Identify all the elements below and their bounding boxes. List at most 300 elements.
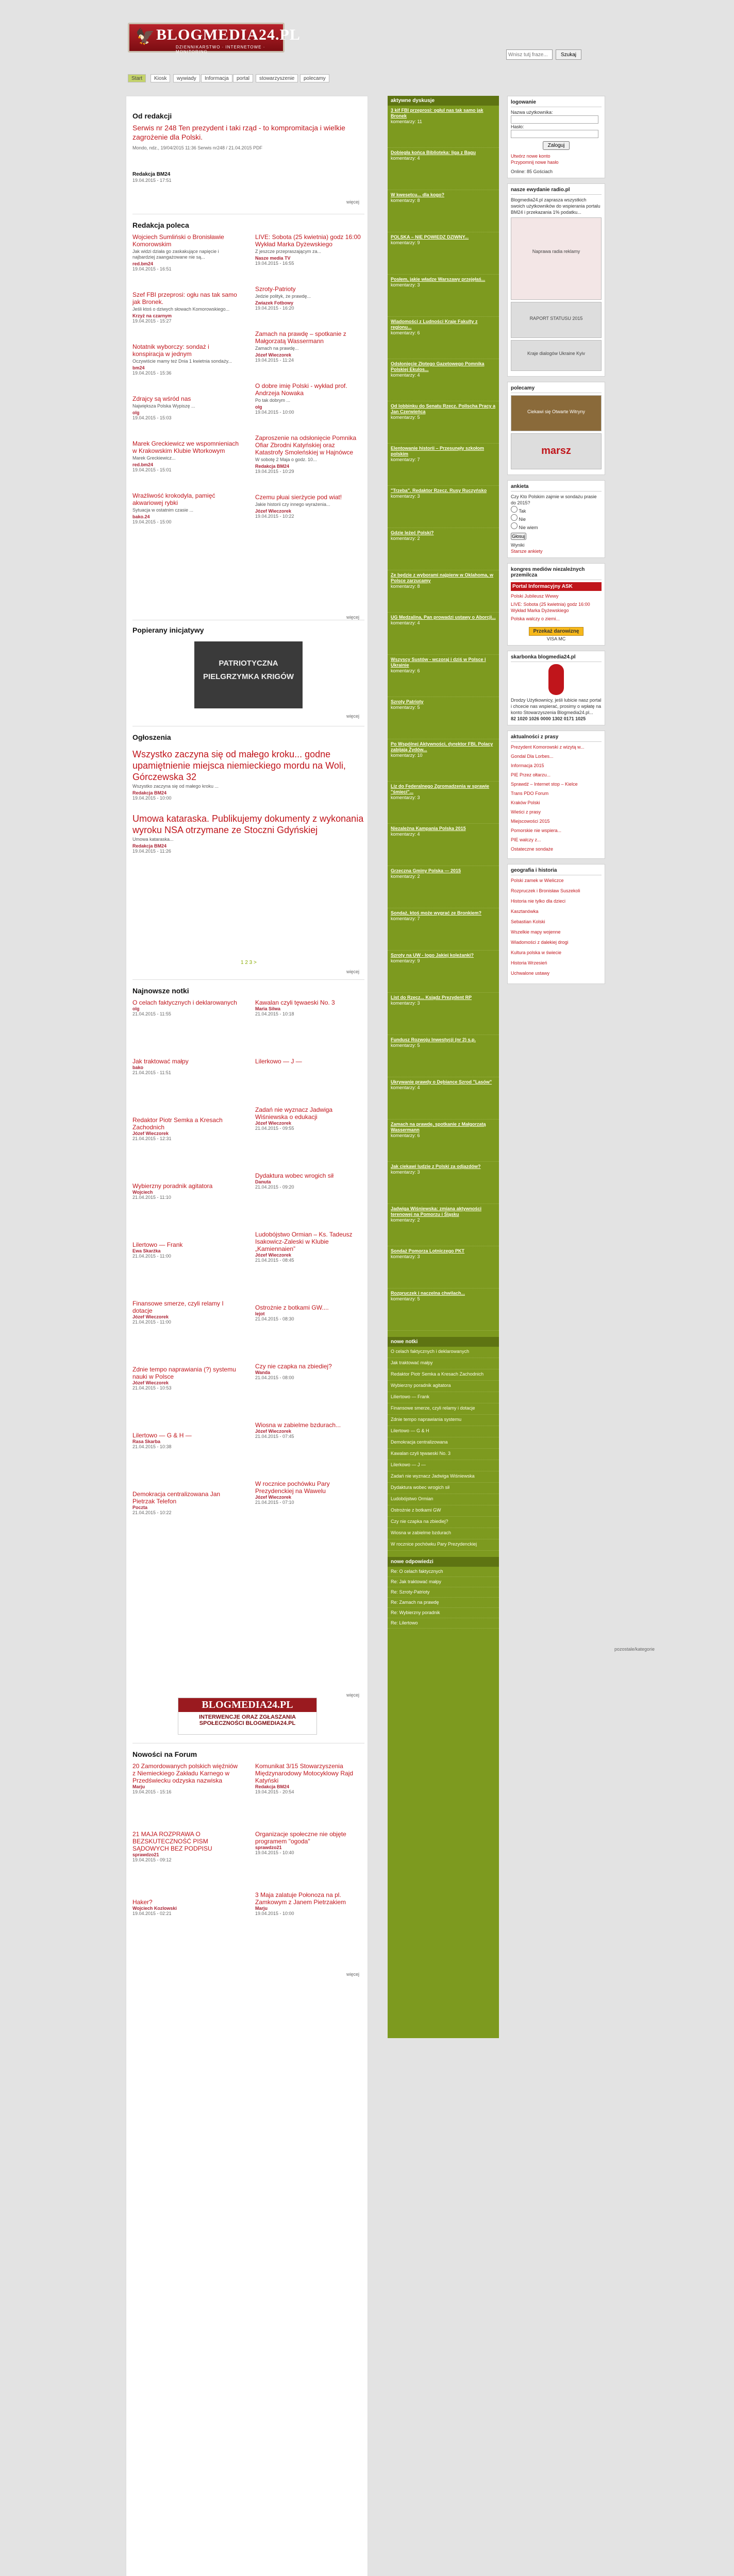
- item-author[interactable]: Ewa Skarżka: [132, 1248, 161, 1253]
- editorial-headline[interactable]: Serwis nr 248 Ten prezydent i taki rząd - to kompromitacja i wielkie zagrożenie dla Polski.: [132, 124, 345, 141]
- recommended-box: [132, 216, 364, 620]
- item-description: Największa Polska Wypiszę ...: [132, 403, 195, 409]
- discussion-title-link[interactable]: Po Wspólnej Aktywności, dyrektor FBI, Polacy zabijają Żydów...: [391, 741, 493, 752]
- item-title-link[interactable]: Zadań nie wyznacz Jadwiga Wiśniewska o edukacji: [255, 1106, 333, 1121]
- geografia-link[interactable]: Kasztanówka: [511, 909, 539, 914]
- new-note-link[interactable]: Ludobójstwo Ormian: [388, 1494, 499, 1505]
- item-title-link[interactable]: Wrażliwość krokodyla, pamięć akwariowej rybki: [132, 492, 215, 506]
- discussion-title-link[interactable]: Wszyscy Sustów - wczoraj i dziś w Polsce i Ukrainie: [391, 657, 486, 668]
- item-title-link[interactable]: LIVE: Sobota (25 kwietnia) godz 16:00 Wykład Marka Dyżewskiego: [255, 233, 361, 248]
- item-author[interactable]: Wojciech Kozlowski: [132, 1906, 177, 1911]
- forum-more-link[interactable]: więcej: [346, 1972, 359, 1977]
- discussion-item: [388, 613, 499, 655]
- item-author[interactable]: Nasze media TV: [255, 256, 291, 261]
- item-author[interactable]: Krzyż na czarnym: [132, 313, 172, 318]
- item-date: 19.04.2015 - 10:00: [255, 410, 294, 415]
- item-description: Umowa kataraska...: [132, 837, 174, 842]
- radio-ad[interactable]: Naprawa radia reklamy: [511, 217, 602, 300]
- kongres-item-2[interactable]: LIVE: Sobota (25 kwietnia) godz 16:00 Wykład Marka Dyżewskiego: [511, 602, 590, 613]
- item-author[interactable]: Józef Wieczorek: [132, 1314, 169, 1319]
- discussion-comment-count: komentarzy: 7: [391, 457, 420, 462]
- discussion-item: [388, 528, 499, 570]
- item-title-link[interactable]: 20 Zamordowanych polskich więźniów z Niemieckiego Zakładu Karnego w Przedświecku odzyska nazwiska: [132, 1762, 238, 1784]
- item-date: 19.04.2015 - 20:54: [255, 1789, 294, 1794]
- item-description: Jeśli ktoś o dziwych słowach Komorowskiego...: [132, 307, 230, 312]
- discussion-item: [388, 1246, 499, 1289]
- discussion-comment-count: komentarzy: 8: [391, 584, 420, 589]
- info-link[interactable]: Gondal Dla Lorbes...: [511, 754, 554, 759]
- new-note-link[interactable]: Ostrożnie z botkami GW: [388, 1505, 499, 1517]
- recent-comment-link[interactable]: Re: Lilertowo: [388, 1618, 499, 1629]
- discussion-title-link[interactable]: "Trzeba". Redaktor Rzecz. Rusy Ruczyńsko: [391, 488, 487, 493]
- item-description: Marek Greckiewicz...: [132, 455, 176, 461]
- item-author[interactable]: Rasa Skarba: [132, 1439, 161, 1444]
- new-note-link[interactable]: Lilertowo — G & H: [388, 1426, 499, 1437]
- poll-option-yes[interactable]: [511, 506, 518, 513]
- item-date: 19.04.2015 - 09:12: [132, 1857, 172, 1862]
- recent-comment-link[interactable]: Re: Szroty-Patrioty: [388, 1587, 499, 1598]
- latest-more-link[interactable]: więcej: [346, 1692, 359, 1698]
- login-box: [507, 96, 605, 178]
- item-title-link[interactable]: 3 Maja zalatuje Połonoza na pl. Zamkowym z Janem Pietrzakiem: [255, 1891, 346, 1906]
- discussion-title-link[interactable]: Jadwiga Wiśniewska: zmiana aktywności terenowej na Pomorzu i Śląsku: [391, 1206, 481, 1217]
- popular-box: [132, 621, 364, 724]
- item-author[interactable]: red.bm24: [132, 462, 154, 467]
- item-description: Wszystko zaczyna się od małego kroku ...: [132, 784, 219, 789]
- item-author[interactable]: Józef Wieczorek: [255, 1495, 291, 1500]
- nav-wywiady[interactable]: wywiady: [173, 74, 200, 82]
- item-author[interactable]: Józef Wieczorek: [255, 509, 291, 514]
- item-title-link[interactable]: Zdnie tempo naprawiania (?) systemu nauki w Polsce: [132, 1366, 236, 1380]
- item-title-link[interactable]: Ostrożnie z botkami GW....: [255, 1304, 329, 1311]
- discussion-comment-count: komentarzy: 3: [391, 1001, 420, 1006]
- discussion-title-link[interactable]: Ukrywanie prawdy o Dębiance Szrod "Lasów": [391, 1079, 492, 1084]
- item-author[interactable]: Maria Silwa: [255, 1006, 281, 1011]
- geografia-box: [507, 864, 605, 984]
- online-count: Online: 85 Gościach: [511, 169, 553, 174]
- item-author[interactable]: bako.24: [132, 514, 150, 519]
- thermometer-icon: [548, 664, 564, 695]
- info-heading: aktualności z prasy: [511, 734, 602, 742]
- announcements-more-link[interactable]: więcej: [346, 969, 359, 974]
- discussion-title-link[interactable]: Fundusz Rozwoju Inwestycji (nr 2) s.p.: [391, 1037, 476, 1042]
- password-label: Hasło:: [511, 124, 524, 129]
- poll-archive-link[interactable]: Starsze ankiety: [511, 549, 543, 554]
- item-author[interactable]: Redakcja BM24: [132, 790, 167, 795]
- discussion-comment-count: komentarzy: 6: [391, 1133, 420, 1138]
- announcements-box: [132, 728, 364, 1016]
- editorial-author[interactable]: Redakcja BM24: [132, 172, 171, 177]
- skarbonka-heading: skarbonka blogmedia24.pl: [511, 654, 602, 662]
- item-author[interactable]: Marju: [132, 1784, 145, 1789]
- item-title-link[interactable]: Jak traktować małpy: [132, 1058, 189, 1065]
- discussion-title-link[interactable]: Zamach na prawdę, spotkanie z Małgorzatą Wassermann: [391, 1122, 486, 1132]
- item-description: Po tak dobrym ...: [255, 398, 291, 403]
- info-link[interactable]: Prezydent Komorowski z wizytą w...: [511, 744, 585, 750]
- item-title-link[interactable]: O dobre imię Polski - wykład prof. Andrzeja Nowaka: [255, 382, 347, 397]
- geografia-link[interactable]: Uchwalone ustawy: [511, 971, 550, 976]
- discussion-title-link[interactable]: W kwesetcu... dla kogo?: [391, 192, 445, 197]
- discussion-title-link[interactable]: Niezależna Kampania Polska 2015: [391, 826, 466, 831]
- item-date: 19.04.2015 - 10:00: [255, 1911, 294, 1916]
- item-date: 19.04.2015 - 10:40: [255, 1850, 294, 1855]
- recommended-heading: Redakcja poleca: [132, 221, 189, 229]
- list-item: [132, 1300, 242, 1325]
- item-title-link[interactable]: Ludobójstwo Ormian – Ks. Tadeusz Isakowicz-Zaleski w Klubie „Kamiennaien”: [255, 1231, 353, 1252]
- new-note-link[interactable]: Jak traktować małpy: [388, 1358, 499, 1369]
- header: [120, 0, 614, 72]
- list-item: [255, 494, 364, 519]
- info-link[interactable]: Informacja 2015: [511, 763, 544, 768]
- search-button[interactable]: Szukaj: [556, 49, 581, 60]
- password-input[interactable]: [511, 130, 598, 138]
- list-item: [132, 1490, 242, 1515]
- item-author[interactable]: Marju: [255, 1906, 268, 1911]
- kongres-title[interactable]: Portal Informacyjny ASK: [511, 582, 602, 591]
- search-input[interactable]: [506, 49, 553, 60]
- item-title-link[interactable]: Zamach na prawdę – spotkanie z Małgorzatą Wassermann: [255, 330, 346, 345]
- new-note-link[interactable]: Dydaktura wobec wrogich sił: [388, 1483, 499, 1494]
- item-title-link[interactable]: Lilertowo — G & H —: [132, 1432, 192, 1439]
- nav-informacja[interactable]: Informacja: [201, 74, 232, 82]
- item-title-link[interactable]: 21 MAJA ROZPRAWA O BEZSKUTECZNOŚĆ PISM SĄDOWYCH BEZ PODPISU: [132, 1831, 212, 1852]
- discussion-comment-count: komentarzy: 8: [391, 198, 420, 203]
- info-link[interactable]: Kraków Polski: [511, 800, 540, 805]
- recent-comment-link[interactable]: Re: Zamach na prawdę: [388, 1598, 499, 1608]
- discussions-list: [388, 106, 499, 1331]
- item-date: 19.04.2015 - 15:16: [132, 1789, 172, 1794]
- item-author[interactable]: sprawdzo21: [132, 1852, 159, 1857]
- list-item: [132, 233, 242, 272]
- item-title-link[interactable]: Redaktor Piotr Semka a Kresach Zachodnich: [132, 1116, 223, 1131]
- item-author[interactable]: Józef Wieczorek: [255, 1252, 291, 1258]
- info-link[interactable]: Ostateczne sondaże: [511, 846, 554, 852]
- new-note-link[interactable]: W rocznice pochówku Pary Prezydenckiej: [388, 1539, 499, 1551]
- item-date: 21.04.2015 - 09:20: [255, 1184, 294, 1190]
- new-note-link[interactable]: Zadań nie wyznacz Jadwiga Wiśniewska: [388, 1471, 499, 1483]
- item-author[interactable]: Wojciech: [132, 1190, 153, 1195]
- item-author[interactable]: olg: [132, 1006, 140, 1011]
- item-date: 19.04.2015 - 15:01: [132, 467, 172, 472]
- geografia-link[interactable]: Kultura polska w świecie: [511, 950, 562, 955]
- item-title-link[interactable]: Organizacje społeczne nie objęte programem "ogoda": [255, 1831, 346, 1845]
- nav-kiosk[interactable]: Kiosk: [151, 74, 170, 82]
- geografia-link[interactable]: Rozpruczek i Bronisław Suszekoli: [511, 888, 580, 893]
- info-list: [511, 744, 602, 852]
- nav-portal[interactable]: portal: [233, 74, 253, 82]
- item-date: 19.04.2015 - 10:29: [255, 469, 294, 474]
- discussion-title-link[interactable]: Szroty Patrioty: [391, 699, 424, 704]
- poll-option-dontknow[interactable]: [511, 522, 518, 529]
- nav-polecamy[interactable]: polecamy: [300, 74, 329, 82]
- new-note-link[interactable]: Zdnie tempo naprawiania systemu: [388, 1415, 499, 1426]
- item-title-link[interactable]: Wojciech Sumliński o Bronisławie Komorowskim: [132, 233, 224, 248]
- item-title-link[interactable]: Lilerkowo — J —: [255, 1058, 302, 1065]
- list-item: [132, 1241, 242, 1259]
- pilgrimage-banner[interactable]: PATRIOTYCZNA PIELGRZYMKA KRIGÓW: [194, 641, 303, 708]
- new-note-link[interactable]: Finansowe smerze, czyli relamy i dotacje: [388, 1403, 499, 1415]
- register-link[interactable]: Utwórz nowe konto: [511, 154, 550, 159]
- geografia-link[interactable]: Historia nie tylko dla dzieci: [511, 899, 566, 904]
- discussion-title-link[interactable]: Szroty na UW - logo Jakiej koleżanki?: [391, 953, 474, 958]
- item-date: 19.04.2015 - 16:55: [255, 261, 294, 266]
- main-column: [126, 96, 368, 2576]
- discussion-item: [388, 232, 499, 275]
- discussion-item: [388, 782, 499, 824]
- item-author[interactable]: Józef Wieczorek: [255, 352, 291, 358]
- geografia-heading: geografia i historia: [511, 868, 602, 875]
- geografia-link[interactable]: Historia Wrzesień: [511, 960, 547, 965]
- item-title-link[interactable]: Czemu płuai sierżycie pod wiat!: [255, 494, 342, 501]
- item-title-link[interactable]: Umowa kataraska. Publikujemy dokumenty z wykonania wyroku NSA otrzymane ze Stoczni Gdyńskiej: [132, 814, 364, 835]
- info-link[interactable]: Pomorskie nie wspiera...: [511, 828, 562, 833]
- poll-heading: ankieta: [511, 484, 602, 492]
- item-author[interactable]: Józef Wieczorek: [255, 1429, 291, 1434]
- kongres-item-1[interactable]: Polski Jubileusz Wwwy: [511, 594, 559, 599]
- recommended-more-link[interactable]: więcej: [346, 615, 359, 620]
- poll-question: Czy Kto Polskim zajmie w sondażu prasie do 2015?: [511, 494, 597, 505]
- interventions-title: BLOGMEDIA24.PL: [178, 1698, 316, 1712]
- discussion-title-link[interactable]: 3 kif FBI przeprosi: ogłul nas tak samo jak Bronek: [391, 108, 483, 118]
- info-link[interactable]: Sprawdź – Internet stop – Kielce: [511, 782, 578, 787]
- item-description: Oczywiście mamy też Dnia 1 kwietnia sondaży...: [132, 359, 232, 364]
- list-item: [132, 813, 364, 854]
- discussion-comment-count: komentarzy: 5: [391, 1296, 420, 1301]
- item-author[interactable]: sprawdzo21: [255, 1845, 282, 1850]
- list-item: [255, 1058, 364, 1065]
- status-report-ad[interactable]: RAPORT STATUSU 2015: [511, 302, 602, 338]
- new-note-link[interactable]: O celach faktycznych i deklarowanych: [388, 1347, 499, 1358]
- discussion-title-link[interactable]: Gdzie leżeć Polski?: [391, 530, 434, 535]
- discussion-title-link[interactable]: UG Medzalina, Pan prowadzi ustawy o Aborcji...: [391, 615, 496, 620]
- recent-comment-link[interactable]: Re: Wybierzny poradnik: [388, 1608, 499, 1618]
- discussion-title-link[interactable]: Grzeczna Gminy Polska — 2015: [391, 868, 461, 873]
- info-box: [507, 731, 605, 859]
- item-title-link[interactable]: Finansowe smerze, czyli relamy I dotacje: [132, 1300, 224, 1314]
- item-title-link[interactable]: Zdrajcy są wśród nas: [132, 395, 191, 402]
- item-author[interactable]: red.bm24: [132, 261, 154, 266]
- item-date: 21.04.2015 - 11:51: [132, 1070, 171, 1075]
- nav-stowarzyszenie[interactable]: stowarzyszenie: [256, 74, 298, 82]
- info-link[interactable]: Wieści z prasy: [511, 809, 541, 815]
- polecamy-ad-1[interactable]: Ciekawi się Otwarte Witryny: [511, 395, 602, 431]
- discussion-item: [388, 866, 499, 908]
- item-title-link[interactable]: Lilertowo — Frank: [132, 1241, 183, 1248]
- item-author[interactable]: Redakcja BM24: [255, 464, 290, 469]
- marsz-ad[interactable]: marsz: [511, 433, 602, 469]
- item-author[interactable]: Zwiazek Fotbowy: [255, 300, 294, 306]
- skarbonka-text: Drodzy Użytkownicy, jeśli lubicie nasz portal i chcecie nas wspierać, prosimy o wpłatę na konto Stowarzyszenia Blogmedia24.pl...: [511, 698, 602, 715]
- announcements-pager[interactable]: 1 2 3 >: [241, 960, 257, 965]
- discussion-title-link[interactable]: Ze będzie z wyborami najpierw w Oklahoma, w Polsce zarzucamy: [391, 572, 494, 583]
- item-date: 19.04.2015 - 15:27: [132, 318, 172, 324]
- item-author[interactable]: Poczta: [132, 1505, 148, 1510]
- item-author[interactable]: Redakcja BM24: [255, 1784, 290, 1789]
- item-title-link[interactable]: Marek Greckiewicz we wspomnieniach w Krakowskim Klubie Wtorkowym: [132, 440, 239, 454]
- new-note-link[interactable]: Kawalan czyli tęwaeski No. 3: [388, 1449, 499, 1460]
- discussion-title-link[interactable]: Jak ciekawi ludzie z Polski za odjazdów?: [391, 1164, 481, 1169]
- item-title-link[interactable]: Kawalan czyli tęwaeski No. 3: [255, 999, 335, 1006]
- item-author[interactable]: olg: [255, 404, 262, 410]
- item-date: 21.04.2015 - 09:55: [255, 1126, 294, 1131]
- item-title-link[interactable]: Notatnik wyborczy: sondaż i konspiracja w jednym: [132, 343, 209, 358]
- discussion-title-link[interactable]: Wiadomości z Ludności Kraje Fakulty z regionu...: [391, 319, 478, 330]
- discussion-title-link[interactable]: List do Rzecz... Ksiądz Prezydent RP: [391, 995, 472, 1000]
- list-item: [255, 285, 364, 311]
- item-title-link[interactable]: Wszystko zaczyna się od małego kroku... godne upamiętnienie miejsca niemieckiego mordu na Woli, Górczewska 32: [132, 749, 346, 782]
- discussion-title-link[interactable]: POLSKA – NIE POWIEDZ DZIWNY...: [391, 234, 469, 240]
- discussion-item: [388, 486, 499, 528]
- item-title-link[interactable]: Dydaktura wobec wrogich sił: [255, 1172, 334, 1179]
- item-description: Jak widzi działa go zaskakujące napięcie i najbardziej zaangażowane nie są...: [132, 249, 219, 260]
- new-note-link[interactable]: Liliertowo — Frank: [388, 1392, 499, 1403]
- new-note-link[interactable]: Wybierzny poradnik agitatora: [388, 1381, 499, 1392]
- discussion-title-link[interactable]: Elentowanie historii – Przesunęły szkołom polskim: [391, 446, 485, 456]
- discussion-item: [388, 951, 499, 993]
- item-title-link[interactable]: W rocznice pochówku Pary Prezydenckiej na Wawelu: [255, 1480, 330, 1495]
- info-link[interactable]: Miejscowości 2015: [511, 819, 550, 824]
- discussion-item: [388, 908, 499, 951]
- editorial-more-link[interactable]: więcej: [346, 199, 359, 205]
- site-logo[interactable]: [128, 23, 301, 54]
- item-title-link[interactable]: Czy nie czapka na zbiediej?: [255, 1363, 332, 1370]
- info-link[interactable]: Trans PDO Forum: [511, 791, 549, 796]
- editorial-box: [132, 107, 364, 205]
- item-date: 21.04.2015 - 11:00: [132, 1253, 171, 1259]
- item-author[interactable]: olg: [132, 410, 140, 415]
- password-reset-link[interactable]: Przypomnij nowe hasło: [511, 160, 559, 165]
- item-author[interactable]: Danuta: [255, 1179, 271, 1184]
- item-title-link[interactable]: Wiosna w zabielme bzdurach...: [255, 1421, 341, 1429]
- announcements-list: [132, 749, 364, 866]
- list-item: [132, 999, 242, 1016]
- poll-option-no[interactable]: [511, 514, 518, 521]
- donate-button[interactable]: Przekaż darowiznę: [529, 627, 584, 636]
- item-title-link[interactable]: Szef FBI przeprosi: ogłu nas tak samo jak Bronek.: [132, 291, 237, 306]
- discussion-title-link[interactable]: Rozpruczek i naczelna chwilach...: [391, 1291, 465, 1296]
- item-date: 19.04.2015 - 11:26: [132, 849, 171, 854]
- item-author[interactable]: Redakcja BM24: [132, 843, 167, 849]
- item-title-link[interactable]: Haker?: [132, 1899, 153, 1906]
- item-description: W sobotę 2 Maja o godz. 10...: [255, 457, 317, 462]
- new-notes-heading: nowe notki: [388, 1337, 499, 1347]
- interventions-banner[interactable]: [178, 1698, 317, 1735]
- discussion-comment-count: komentarzy: 5: [391, 1043, 420, 1048]
- item-date: 21.04.2015 - 11:00: [132, 1319, 171, 1325]
- username-input[interactable]: [511, 115, 598, 124]
- discussion-title-link[interactable]: Liz do Federalnego Zgromadzenia w sprawie "śmieci"...: [391, 784, 490, 794]
- discussion-item: [388, 275, 499, 317]
- item-title-link[interactable]: Wybierzny poradnik agitatora: [132, 1182, 213, 1190]
- discussion-title-link[interactable]: Dobiegła końca Biblioteka: liga z Bagu: [391, 150, 476, 155]
- discussion-comment-count: komentarzy: 4: [391, 620, 420, 625]
- discussion-title-link[interactable]: Odsłonięcie Złotego Gazetowego Pomnika Polskiej Ekulos...: [391, 361, 485, 372]
- new-note-link[interactable]: Demokracja centralizowana: [388, 1437, 499, 1449]
- item-author[interactable]: Józef Wieczorek: [132, 1380, 169, 1385]
- item-date: 19.04.2015 - 16:51: [132, 266, 172, 272]
- list-item: [255, 1106, 364, 1131]
- item-author[interactable]: Wanda: [255, 1370, 271, 1375]
- discussion-comment-count: komentarzy: 11: [391, 119, 422, 124]
- vote-button[interactable]: Głosuj: [512, 534, 525, 539]
- new-note-link[interactable]: Lilerkowo — J —: [388, 1460, 499, 1471]
- info-link[interactable]: PIE walczy z...: [511, 837, 541, 842]
- recent-comment-link[interactable]: Re: Jak traktować małpy: [388, 1577, 499, 1587]
- discussion-title-link[interactable]: Sondaż Pomorza Lotniczego PKT: [391, 1248, 465, 1253]
- item-title-link[interactable]: O celach faktycznych i deklarowanych: [132, 999, 237, 1006]
- item-date: 21.04.2015 - 10:22: [132, 1510, 172, 1515]
- item-author[interactable]: lejot: [255, 1311, 265, 1316]
- editorial-heading: Od redakcji: [132, 112, 172, 120]
- item-date: 21.04.2015 - 10:38: [132, 1444, 172, 1449]
- info-link[interactable]: PIE Przez ołtarzu...: [511, 772, 551, 777]
- ukraine-ad[interactable]: Kraje dialogów Ukraine Kyiv: [511, 340, 602, 371]
- discussion-comment-count: komentarzy: 2: [391, 874, 420, 879]
- skarbonka-box: [507, 651, 605, 725]
- new-note-link[interactable]: Czy nie czapka na zbiediej?: [388, 1517, 499, 1528]
- poll-box: [507, 480, 605, 558]
- geografia-link[interactable]: Polski zamek w Wieliczce: [511, 878, 564, 883]
- new-note-link[interactable]: Wiosna w zabielme bzdurach: [388, 1528, 499, 1539]
- discussion-item: [388, 401, 499, 444]
- nav-start[interactable]: Start: [128, 74, 146, 82]
- item-title-link[interactable]: Szroty-Patrioty: [255, 285, 296, 293]
- discussion-comment-count: komentarzy: 10: [391, 753, 423, 758]
- discussion-title-link[interactable]: Posłem, jakie władze Warszawy przejęłaś...: [391, 277, 486, 282]
- item-author[interactable]: bm24: [132, 365, 145, 370]
- kongres-box: [507, 563, 605, 646]
- interventions-line2: INTERWENCJE ORAZ ZGŁASZANIA: [198, 1714, 296, 1720]
- discussion-comment-count: komentarzy: 7: [391, 916, 420, 921]
- item-date: 21.04.2015 - 08:30: [255, 1316, 294, 1321]
- forum-heading: Nowości na Forum: [132, 1750, 197, 1758]
- login-button[interactable]: Zaloguj: [543, 141, 570, 150]
- item-author[interactable]: Józef Wieczorek: [132, 1131, 169, 1136]
- list-item: [132, 395, 242, 420]
- new-note-link[interactable]: Redaktor Piotr Semka a Kresach Zachodnich: [388, 1369, 499, 1381]
- discussion-item: [388, 359, 499, 401]
- logo-name: BLOGMEDIA24.PL: [156, 26, 301, 43]
- discussion-title-link[interactable]: Od lobbinku do Senatu Rzecz. Pollscha Pracy a Jan Czerwieńca: [391, 403, 496, 414]
- popular-more-link[interactable]: więcej: [346, 714, 359, 719]
- kongres-item-3[interactable]: Polska walczy o ziemi...: [511, 616, 560, 621]
- item-description: Jakie historii czy innego wyrażenia...: [255, 502, 330, 507]
- discussions-column: [388, 96, 499, 2038]
- discussion-item: [388, 655, 499, 697]
- recent-comment-link[interactable]: Re: O celach faktycznych: [388, 1567, 499, 1577]
- page-wrapper: [120, 0, 614, 2576]
- geografia-link[interactable]: Wszelkie mapy wojenne: [511, 929, 561, 935]
- discussion-comment-count: komentarzy: 5: [391, 415, 420, 420]
- discussion-comment-count: komentarzy: 9: [391, 240, 420, 245]
- discussion-title-link[interactable]: Sondaż, ktoś może wygrać ze Bronkiem?: [391, 910, 482, 916]
- list-item: [132, 291, 242, 324]
- geografia-link[interactable]: Sebastian Kolski: [511, 919, 545, 924]
- item-title-link[interactable]: Demokracja centralizowana Jan Pietrzak Telefon: [132, 1490, 221, 1505]
- discussion-comment-count: komentarzy: 5: [391, 705, 420, 710]
- geografia-link[interactable]: Wiadomości z dalekiej drogi: [511, 940, 569, 945]
- discussion-comment-count: komentarzy: 4: [391, 832, 420, 837]
- list-item: [255, 233, 364, 266]
- item-author[interactable]: bako: [132, 1065, 144, 1070]
- discussion-item: [388, 106, 499, 148]
- item-title-link[interactable]: Zaproszenie na odsłonięcie Pomnika Ofiar Zbrodni Katyńskiej oraz Katastrofy Smoleńskiej w Hajnówce: [255, 434, 357, 456]
- discussion-item: [388, 190, 499, 232]
- discussion-comment-count: komentarzy: 3: [391, 282, 420, 287]
- item-title-link[interactable]: Komunikat 3/15 Stowarzyszenia Międzynarodowy Motocyklowy Rajd Katyński: [255, 1762, 354, 1784]
- item-author[interactable]: Józef Wieczorek: [255, 1121, 291, 1126]
- list-item: [132, 1058, 242, 1075]
